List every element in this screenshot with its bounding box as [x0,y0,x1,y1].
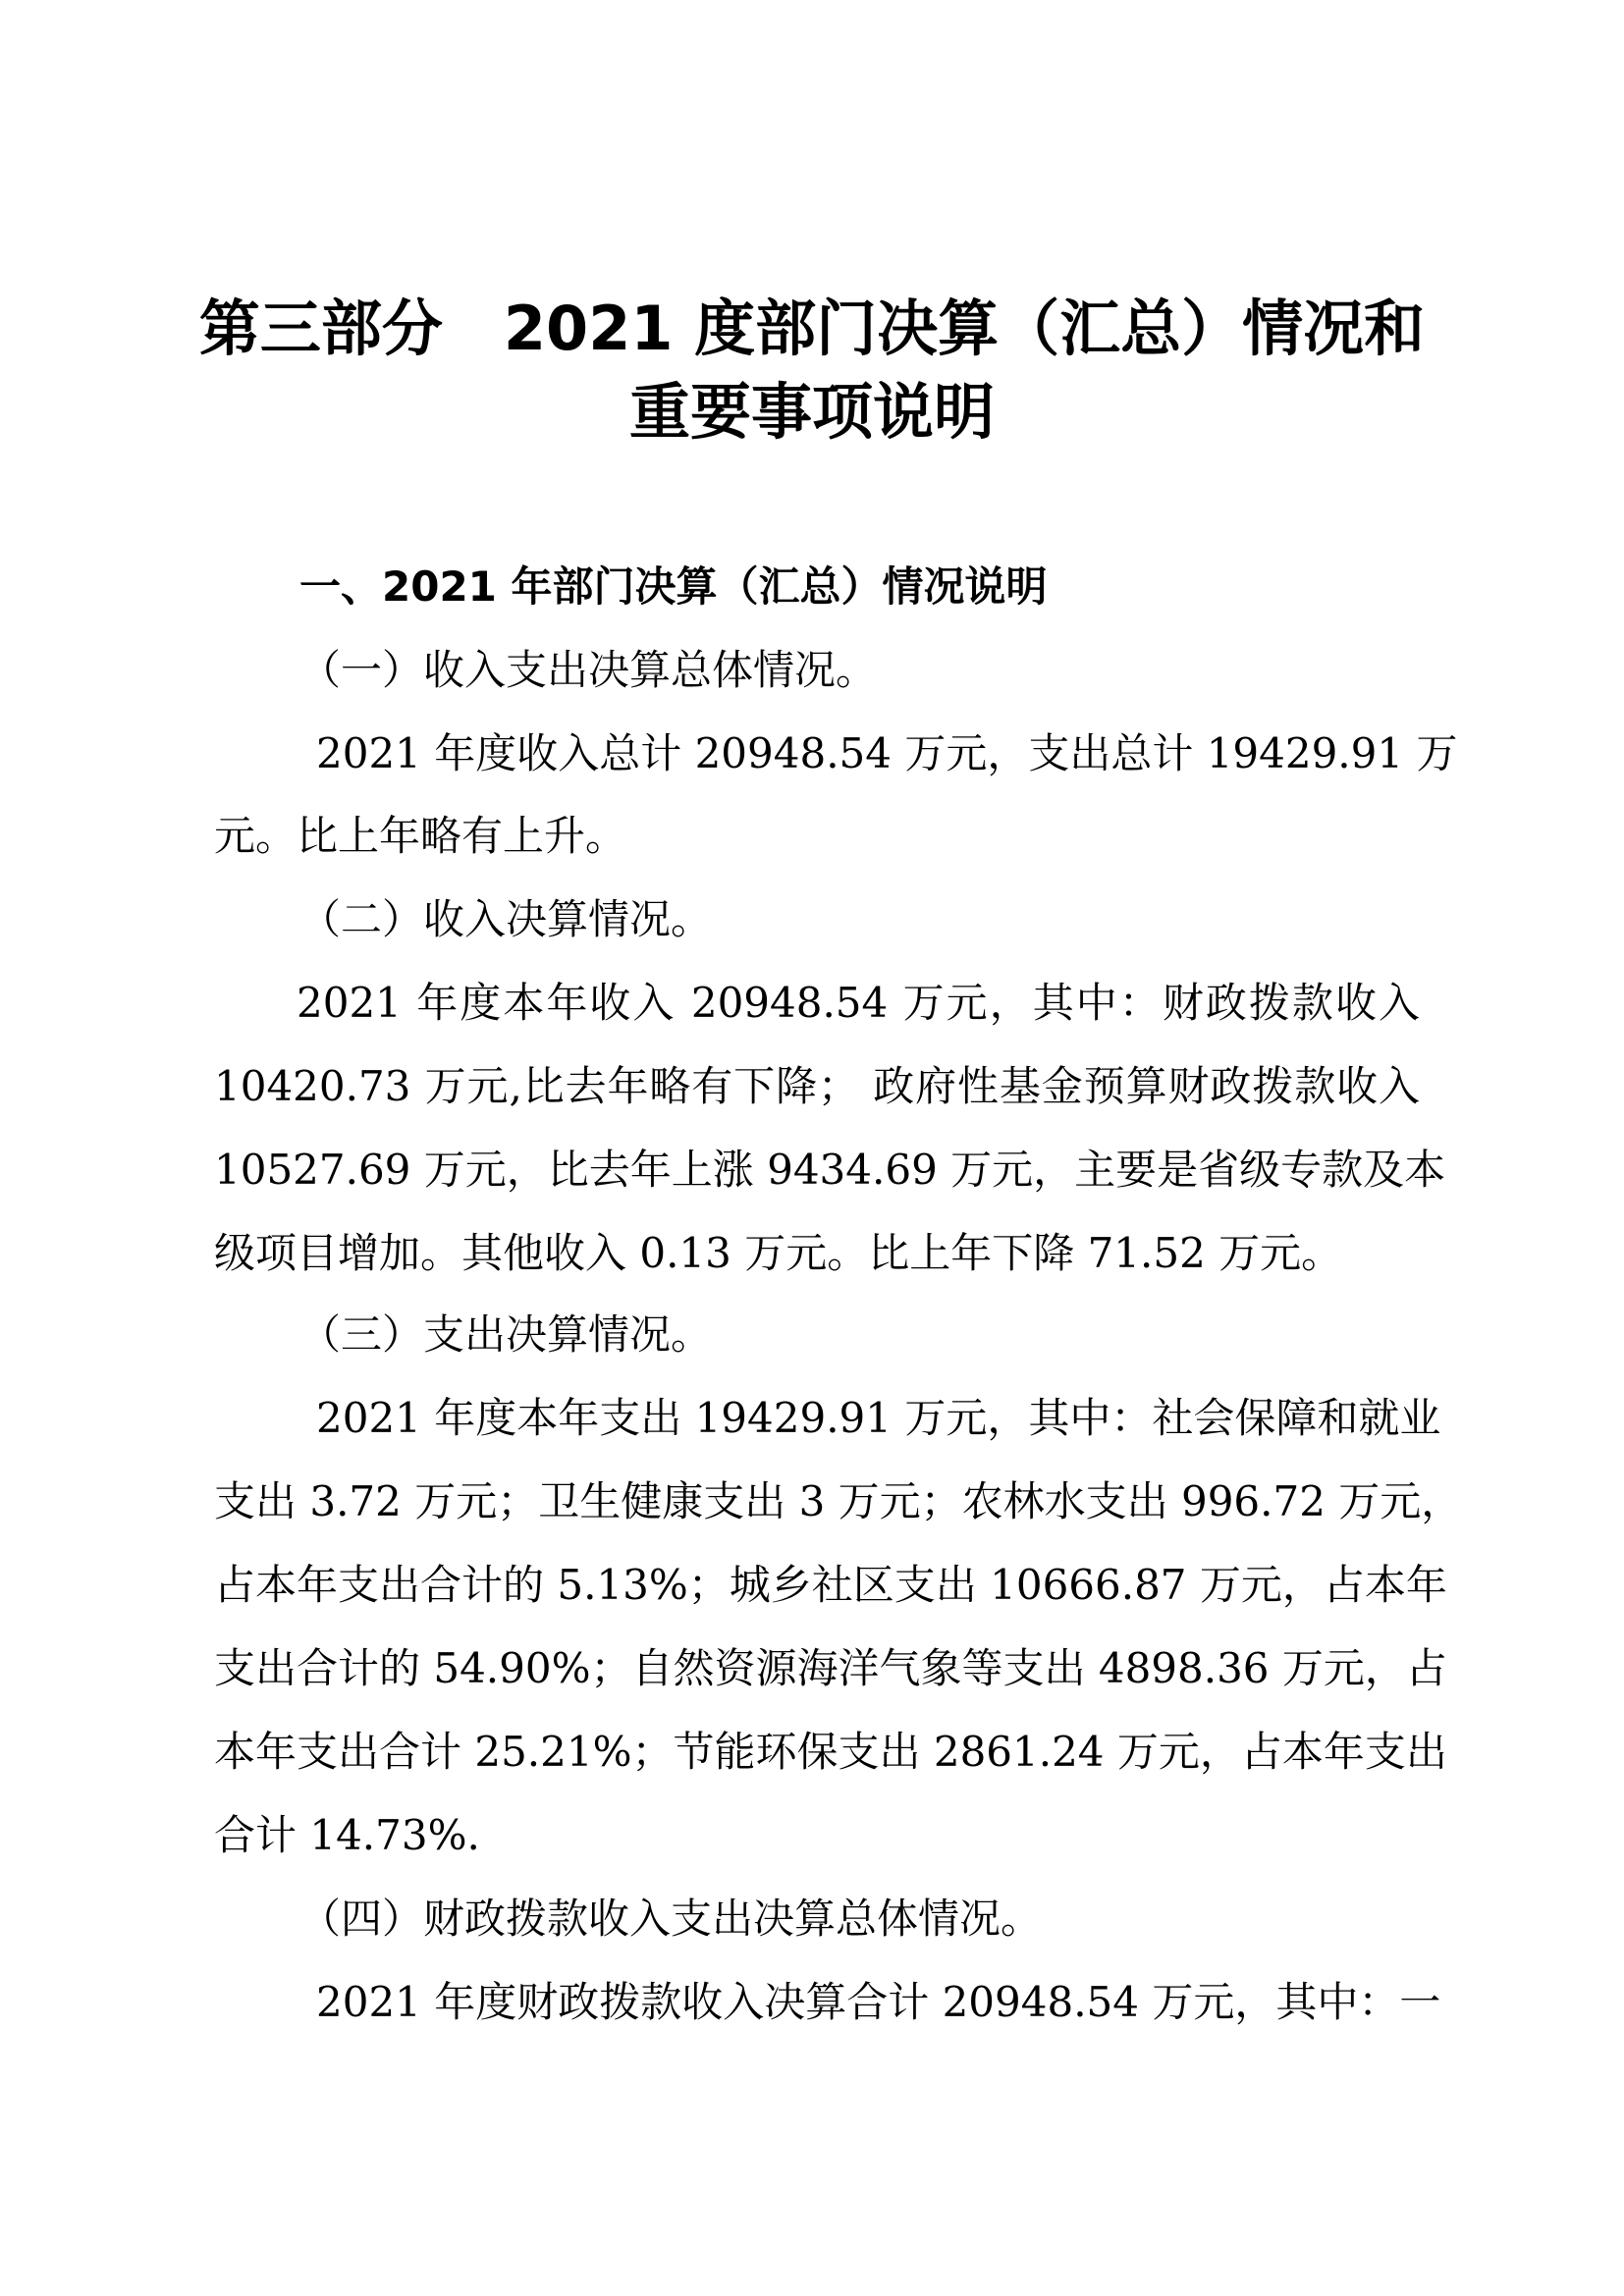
section-heading: 一、2021 年部门决算（汇总）情况说明 [299,562,1048,611]
paragraph-line: 占本年支出合计的 5.13%；城乡社区支出 10666.87 万元，占本年 [214,1561,1447,1609]
paragraph-line: 2021 年度本年支出 19429.91 万元，其中：社会保障和就业 [316,1394,1441,1442]
paragraph-line: 元。比上年略有上升。 [214,812,627,860]
paragraph-line: 2021 年度本年收入 20948.54 万元，其中：财政拨款收入 [297,979,1420,1027]
paragraph-line: 支出合计的 54.90%；自然资源海洋气象等支出 4898.36 万元，占 [214,1644,1447,1692]
paragraph-line: 级项目增加。其他收入 0.13 万元。比上年下降 71.52 万元。 [214,1229,1343,1277]
paragraph-line: 10420.73 万元,比去年略有下降； 政府性基金预算财政拨款收入 [214,1062,1420,1110]
subsection-heading-4: （四）财政拨款收入支出决算总体情况。 [299,1895,1043,1943]
page-title-line-1: 第三部分 2021 度部门决算（汇总）情况和 [198,293,1426,364]
paragraph-line: 合计 14.73%. [214,1811,480,1859]
paragraph-line: 2021 年度财政拨款收入决算合计 20948.54 万元，其中：一 [316,1978,1441,2026]
subsection-heading-3: （三）支出决算情况。 [299,1310,713,1359]
paragraph-line: 本年支出合计 25.21%；节能环保支出 2861.24 万元，占本年支出 [214,1728,1447,1776]
subsection-heading-1: （一）收入支出决算总体情况。 [299,646,878,694]
page-title-line-2: 重要事项说明 [628,376,995,448]
paragraph-line: 2021 年度收入总计 20948.54 万元，支出总计 19429.91 万 [316,729,1458,777]
subsection-heading-2: （二）收入决算情况。 [299,895,713,943]
paragraph-line: 10527.69 万元，比去年上涨 9434.69 万元，主要是省级专款及本 [214,1146,1446,1194]
paragraph-line: 支出 3.72 万元；卫生健康支出 3 万元；农林水支出 996.72 万元， [214,1477,1463,1525]
